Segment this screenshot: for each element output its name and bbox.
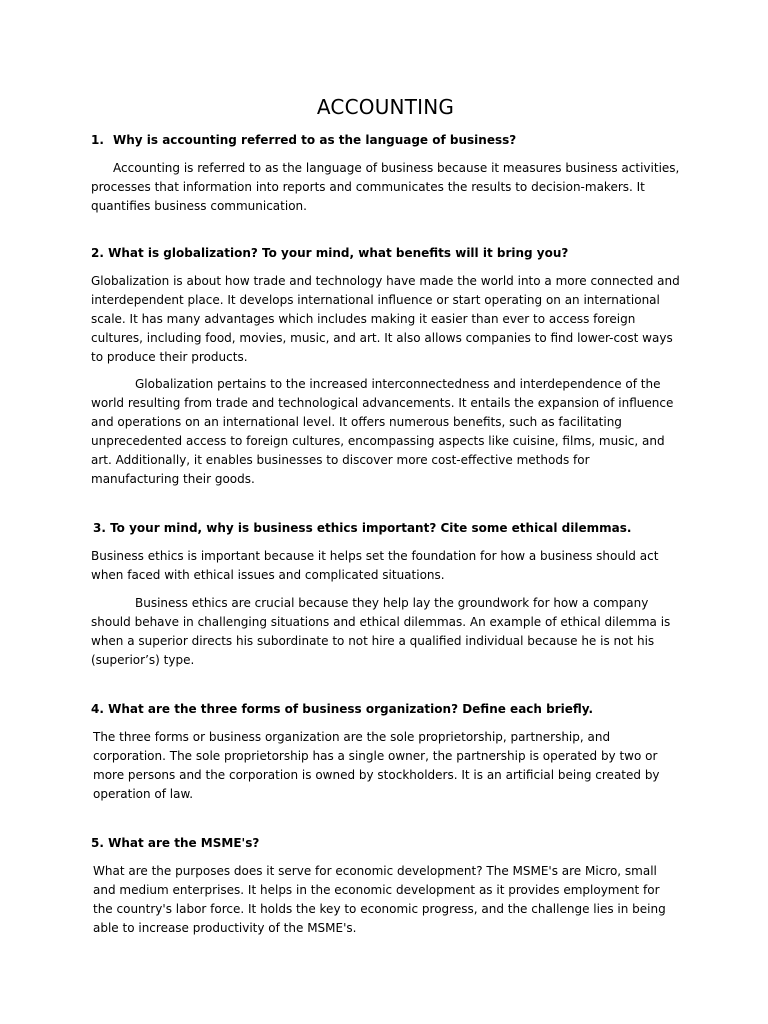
question-3-heading: 3. To your mind, why is business ethics important? Cite some ethical dilemmas. (93, 521, 632, 535)
question-1-heading (91, 131, 680, 149)
question-4-heading: 4. What are the three forms of business organization? Define each briefly. (91, 702, 594, 716)
question-5 (91, 834, 680, 852)
answer-2-paragraph-2: Globalization pertains to the increased interconnectedness and interdependence of the world resulting from trade and technological advancements. It entails the expansion of influence and operations on an international level. It offers numerous benefits, such as facilitating unprecedented access to foreign cultures, encompassing aspects like cuisine, films, music, and art. Additionally, it enables businesses to discover more cost-effective methods for manufacturing their goods. (91, 377, 674, 486)
question-5-heading: 5. What are the MSME's? (91, 836, 260, 850)
question-2 (91, 244, 680, 262)
answer-2-paragraph-1: Globalization is about how trade and technology have made the world into a more connected and interdependent place. It develops international influence or start operating on an international scale. It has many advantages which includes making it easier than ever to access foreign cultures, including food, movies, music, and art. It also allows companies to find lower-cost ways to produce their products. (91, 274, 680, 364)
answer-5: What are the purposes does it serve for economic development? The MSME's are Micro, small and medium enterprises. It helps in the economic development as it provides employment for the country's labor force. It holds the key to economic progress, and the challenge lies in being able to increase productivity of the MSME's. (93, 864, 666, 935)
question-3 (91, 519, 680, 537)
question-1-text: Why is accounting referred to as the language of business? (113, 133, 517, 147)
question-2-heading: 2. What is globalization? To your mind, what benefits will it bring you? (91, 246, 569, 260)
answer-3-paragraph-1: Business ethics is important because it helps set the foundation for how a business should act when faced with ethical issues and complicated situations. (91, 549, 659, 582)
document-title: ACCOUNTING (316, 95, 455, 119)
answer-3-paragraph-2: Business ethics are crucial because they help lay the groundwork for how a company should behave in challenging situations and ethical dilemmas. An example of ethical dilemma is when a superior directs his subordinate to not hire a qualified individual because he is not his (superior’s) type. (91, 596, 671, 667)
question-1-number: 1. (91, 133, 104, 147)
question-4 (91, 700, 680, 718)
answer-4: The three forms or business organization are the sole proprietorship, partnership, and corporation. The sole proprietorship has a single owner, the partnership is operated by two or more persons and the corporation is owned by stockholders. It is an artificial being created by operation of law. (93, 730, 660, 801)
question-1 (91, 131, 680, 149)
answer-1: Accounting is referred to as the language of business because it measures business activities, processes that information into reports and communicates the results to decision-makers. It quantifies business communication. (91, 161, 680, 213)
